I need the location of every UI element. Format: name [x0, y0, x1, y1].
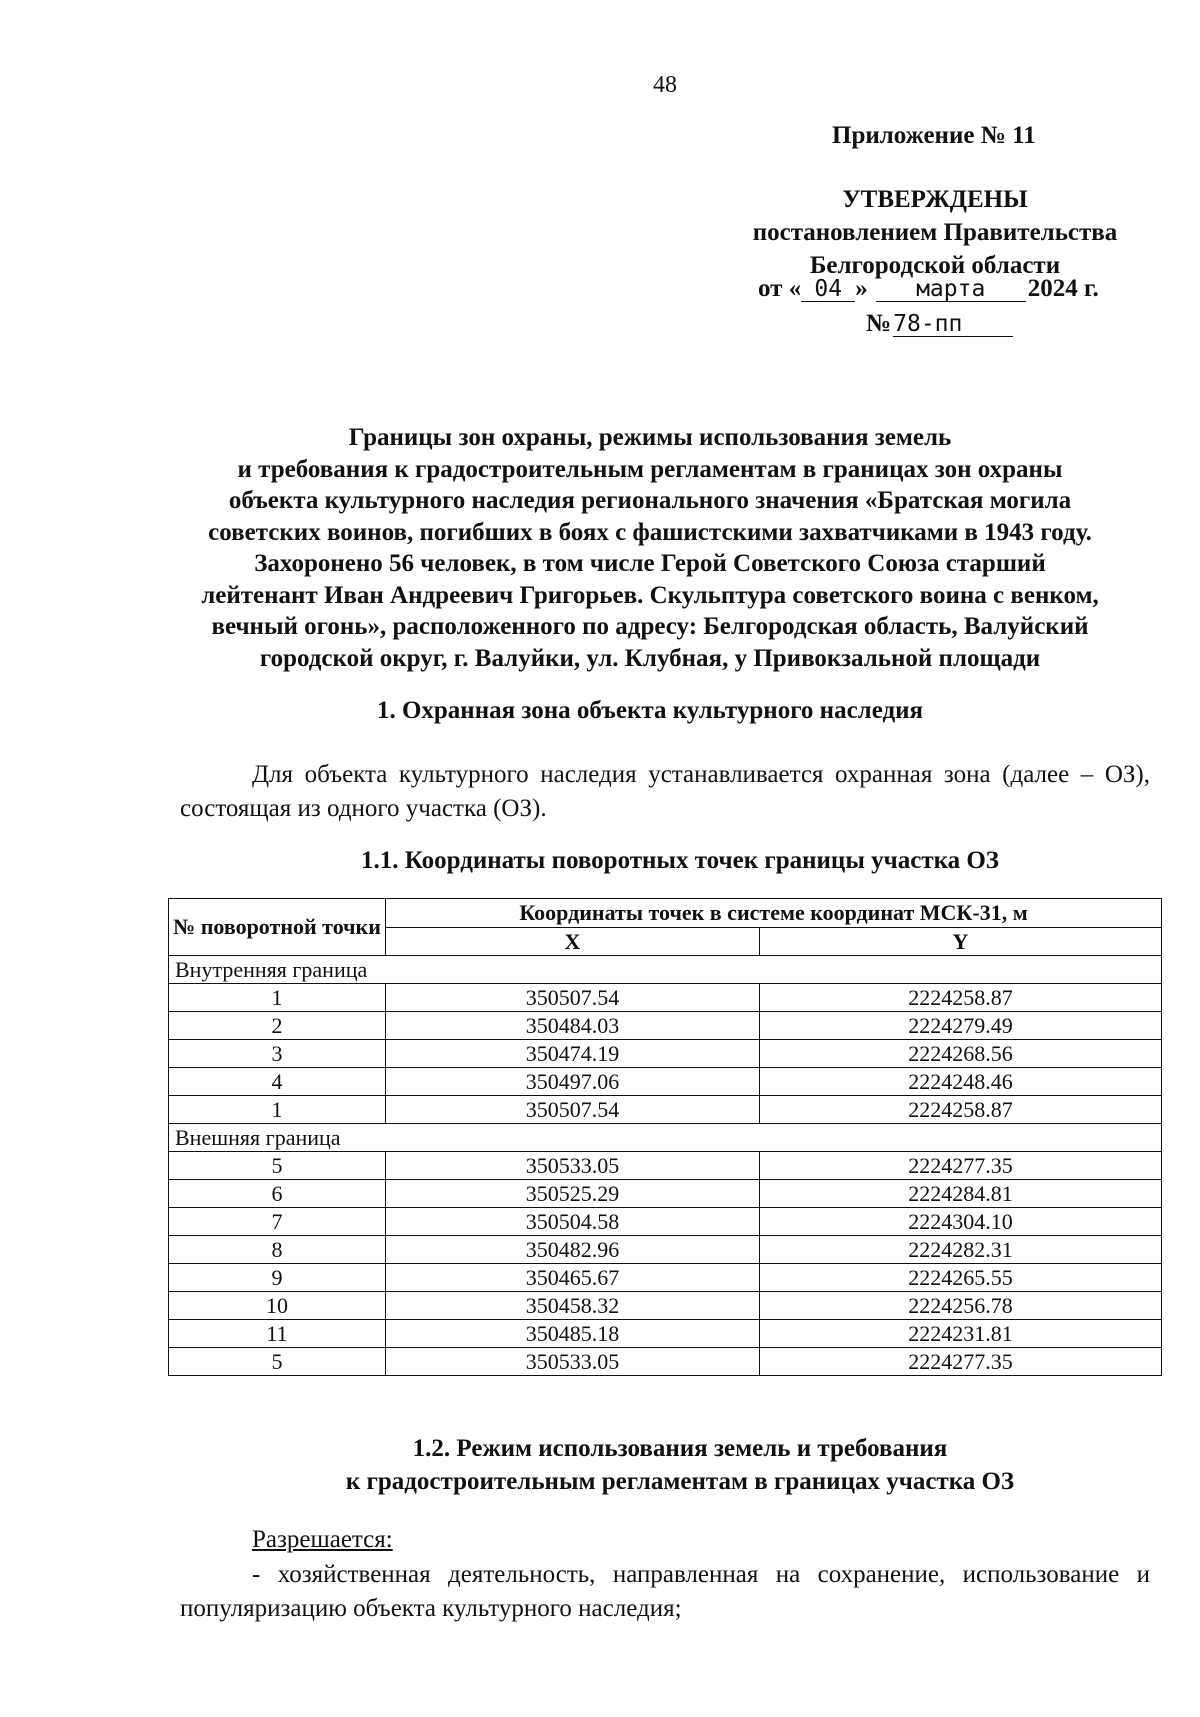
y-coordinate-cell: 2224265.55: [760, 1264, 1162, 1292]
table-row: [169, 984, 1162, 1012]
point-number-cell: 10: [169, 1292, 386, 1320]
allowed-item: - хозяйственная деятельность, направленная на сохранение, использование и популяризацию объекта культурного наследия;: [180, 1561, 1150, 1622]
title-line: объекта культурного наследия регионального значения «Братская могила: [228, 487, 1072, 514]
y-coordinate-cell: 2224231.81: [760, 1320, 1162, 1348]
annex-label: Приложение № 11: [832, 122, 1036, 149]
group-name: Внутренняя граница: [169, 956, 1162, 984]
approval-number: [866, 310, 1013, 338]
y-coordinate-cell: 2224284.81: [760, 1180, 1162, 1208]
table-body: [169, 956, 1162, 1376]
point-number-cell: 9: [169, 1264, 386, 1292]
approval-date: [758, 275, 1099, 303]
x-coordinate-cell: 350485.18: [386, 1320, 760, 1348]
y-coordinate-cell: 2224304.10: [760, 1208, 1162, 1236]
date-year: 2024 г.: [1027, 275, 1099, 302]
table-row: [169, 1096, 1162, 1124]
point-number-cell: 3: [169, 1040, 386, 1068]
x-coordinate-cell: 350482.96: [386, 1236, 760, 1264]
x-coordinate-cell: 350458.32: [386, 1292, 760, 1320]
table-row: [169, 1208, 1162, 1236]
y-coordinate-cell: 2224282.31: [760, 1236, 1162, 1264]
date-day: 04: [801, 277, 855, 302]
x-coordinate-cell: 350533.05: [386, 1348, 760, 1376]
col-y-header: Y: [760, 928, 1162, 956]
date-mid: »: [855, 275, 868, 302]
col-x-header: X: [386, 928, 760, 956]
x-coordinate-cell: 350484.03: [386, 1012, 760, 1040]
y-coordinate-cell: 2224256.78: [760, 1292, 1162, 1320]
approval-block: [740, 183, 1130, 282]
point-number-cell: 1: [169, 984, 386, 1012]
table-row: [169, 1264, 1162, 1292]
subsection-1-2-title: [150, 1432, 1200, 1498]
col-coords-header: Координаты точек в системе координат МСК-31, м: [386, 899, 1162, 928]
table-group-row: [169, 1124, 1162, 1152]
table-group-row: [169, 956, 1162, 984]
point-number-cell: 6: [169, 1180, 386, 1208]
x-coordinate-cell: 350533.05: [386, 1152, 760, 1180]
y-coordinate-cell: 2224277.35: [760, 1348, 1162, 1376]
approved-title: УТВЕРЖДЕНЫ: [842, 186, 1028, 213]
col-point-header: № поворотной точки: [169, 899, 386, 956]
point-number-cell: 5: [169, 1152, 386, 1180]
table-row: [169, 1012, 1162, 1040]
number-value: 78-пп: [893, 312, 1013, 337]
point-number-cell: 4: [169, 1068, 386, 1096]
allowed-label: Разрешается:: [252, 1526, 393, 1553]
section-1-title: 1. Охранная зона объекта культурного наследия: [376, 697, 924, 724]
point-number-cell: 7: [169, 1208, 386, 1236]
title-line: и требования к градостроительным регламентам в границах зон охраны: [237, 455, 1063, 483]
approved-line-1: постановлением Правительства: [752, 219, 1118, 246]
table-row: [169, 1068, 1162, 1096]
section-1-text: Для объекта культурного наследия устанавливается охранная зона (далее – ОЗ), состоящая из одного участка (ОЗ).: [180, 761, 1150, 822]
subsection-1-1-title: 1.1. Координаты поворотных точек границы участка ОЗ: [361, 847, 999, 874]
subsection-1-2-line-2: к градостроительным регламентам в границах участка ОЗ: [345, 1468, 1015, 1495]
y-coordinate-cell: 2224279.49: [760, 1012, 1162, 1040]
x-coordinate-cell: 350507.54: [386, 1096, 760, 1124]
title-line: лейтенант Иван Андреевич Григорьев. Скульптура советского воина с венком,: [201, 581, 1099, 609]
date-prefix: от «: [758, 275, 802, 302]
y-coordinate-cell: 2224258.87: [760, 1096, 1162, 1124]
point-number-cell: 2: [169, 1012, 386, 1040]
x-coordinate-cell: 350465.67: [386, 1264, 760, 1292]
x-coordinate-cell: 350507.54: [386, 984, 760, 1012]
x-coordinate-cell: 350504.58: [386, 1208, 760, 1236]
title-line: Захоронено 56 человек, в том числе Герой Советского Союза старший: [254, 550, 1046, 577]
table-row: [169, 1348, 1162, 1376]
coordinates-table: [168, 898, 1162, 1376]
title-line: советских воинов, погибших в боях с фашистскими захватчиками в 1943 году.: [208, 518, 1092, 546]
table-row: [169, 1320, 1162, 1348]
title-line: Границы зон охраны, режимы использования земель: [348, 424, 952, 451]
title-line: городской округ, г. Валуйки, ул. Клубная, у Привокзальной площади: [259, 644, 1041, 672]
number-prefix: №: [866, 310, 892, 337]
x-coordinate-cell: 350474.19: [386, 1040, 760, 1068]
document-title: [150, 422, 1150, 674]
table-row: [169, 1152, 1162, 1180]
point-number-cell: 11: [169, 1320, 386, 1348]
table-row: [169, 1040, 1162, 1068]
table-row: [169, 1180, 1162, 1208]
approved-line-2: Белгородской области: [809, 252, 1061, 279]
page-number: 48: [653, 72, 677, 98]
title-line: вечный огонь», расположенного по адресу: Белгородская область, Валуйский: [211, 613, 1089, 640]
point-number-cell: 8: [169, 1236, 386, 1264]
subsection-1-2-line-1: 1.2. Режим использования земель и требования: [412, 1435, 948, 1462]
x-coordinate-cell: 350497.06: [386, 1068, 760, 1096]
point-number-cell: 5: [169, 1348, 386, 1376]
table-row: [169, 1292, 1162, 1320]
table-row: [169, 1236, 1162, 1264]
group-name: Внешняя граница: [169, 1124, 1162, 1152]
y-coordinate-cell: 2224277.35: [760, 1152, 1162, 1180]
y-coordinate-cell: 2224268.56: [760, 1040, 1162, 1068]
date-month: марта: [876, 277, 1026, 302]
x-coordinate-cell: 350525.29: [386, 1180, 760, 1208]
point-number-cell: 1: [169, 1096, 386, 1124]
y-coordinate-cell: 2224248.46: [760, 1068, 1162, 1096]
y-coordinate-cell: 2224258.87: [760, 984, 1162, 1012]
